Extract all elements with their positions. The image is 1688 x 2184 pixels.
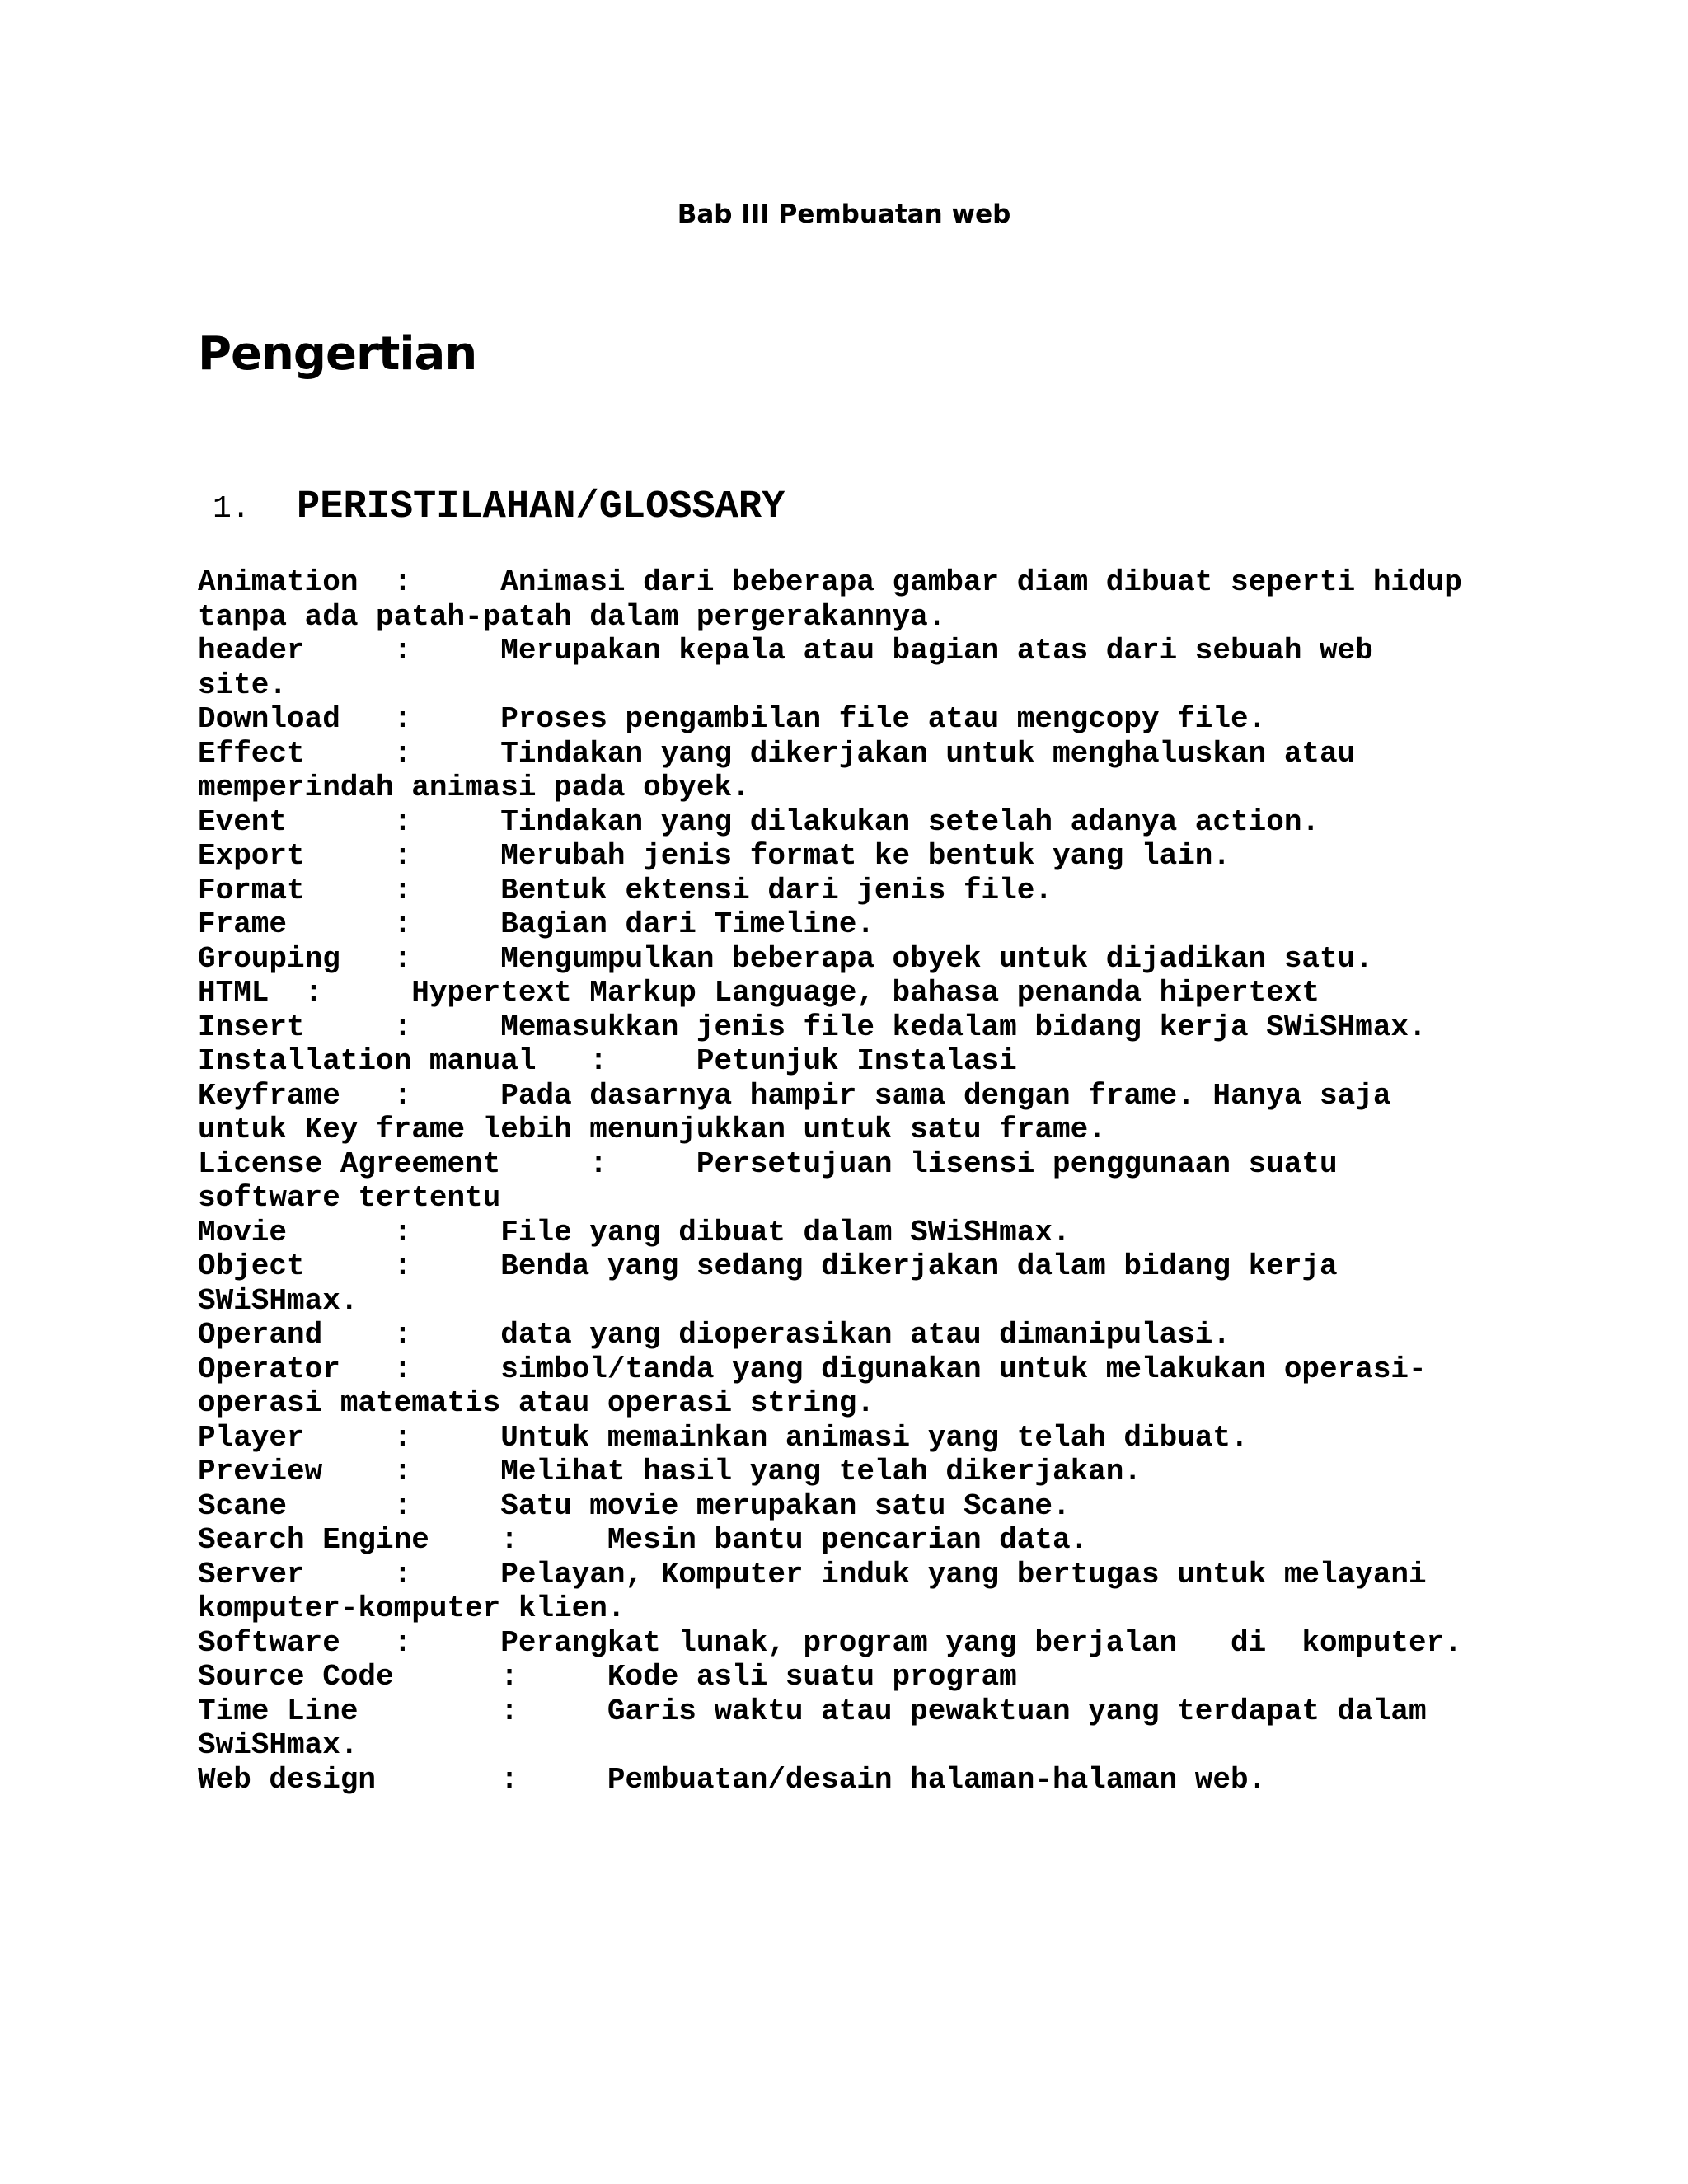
glossary-line: operasi matematis atau operasi string. xyxy=(198,1386,874,1420)
glossary-line: site. xyxy=(198,668,288,702)
glossary-line: Movie : File yang dibuat dalam SWiSHmax. xyxy=(198,1215,1071,1249)
glossary-line: License Agreement : Persetujuan lisensi penggunaan suatu xyxy=(198,1146,1338,1181)
glossary-line: Operator : simbol/tanda yang digunakan untuk melakukan operasi- xyxy=(198,1352,1427,1386)
heading-text: PERISTILAHAN/GLOSSARY xyxy=(297,485,785,529)
glossary-line: HTML : Hypertext Markup Language, bahasa penanda hipertext xyxy=(198,976,1320,1010)
glossary-line: Preview : Melihat hasil yang telah dikerjakan. xyxy=(198,1455,1142,1488)
glossary-line: SWiSHmax. xyxy=(198,1283,359,1318)
glossary-line: Web design : Pembuatan/desain halaman-halaman web. xyxy=(198,1762,1267,1797)
glossary-line: Frame : Bagian dari Timeline. xyxy=(198,907,874,941)
glossary-list xyxy=(198,565,1517,1797)
glossary-line: Effect : Tindakan yang dikerjakan untuk menghaluskan atau xyxy=(198,736,1356,771)
glossary-line: Insert : Memasukkan jenis file kedalam bidang kerja SWiSHmax. xyxy=(198,1010,1427,1044)
glossary-line: komputer-komputer klien. xyxy=(198,1591,626,1625)
glossary-line: SwiSHmax. xyxy=(198,1728,359,1762)
glossary-line: Search Engine : Mesin bantu pencarian data. xyxy=(198,1523,1089,1557)
glossary-line: Keyframe : Pada dasarnya hampir sama dengan frame. Hanya saja xyxy=(198,1078,1391,1113)
section-title: Pengertian xyxy=(198,327,477,381)
glossary-line: header : Merupakan kepala atau bagian atas dari sebuah web xyxy=(198,634,1373,668)
glossary-line: software tertentu xyxy=(198,1181,501,1215)
glossary-line: Player : Untuk memainkan animasi yang telah dibuat. xyxy=(198,1420,1249,1455)
glossary-line: Software : Perangkat lunak, program yang berjalan di komputer. xyxy=(198,1625,1462,1660)
glossary-line: memperindah animasi pada obyek. xyxy=(198,771,750,804)
glossary-line: tanpa ada patah-patah dalam pergerakannya. xyxy=(198,599,946,634)
glossary-line: Operand : data yang dioperasikan atau dimanipulasi. xyxy=(198,1318,1231,1352)
glossary-line: Source Code : Kode asli suatu program xyxy=(198,1660,1017,1694)
glossary-line: Scane : Satu movie merupakan satu Scane. xyxy=(198,1488,1071,1523)
page-header-title: Bab III Pembuatan web xyxy=(677,199,1011,229)
glossary-line: Object : Benda yang sedang dikerjakan dalam bidang kerja xyxy=(198,1249,1338,1283)
glossary-line: Time Line : Garis waktu atau pewaktuan yang terdapat dalam xyxy=(198,1694,1427,1728)
glossary-line: Event : Tindakan yang dilakukan setelah adanya action. xyxy=(198,804,1320,839)
glossary-line: untuk Key frame lebih menunjukkan untuk satu frame. xyxy=(198,1113,1106,1146)
glossary-line: Grouping : Mengumpulkan beberapa obyek untuk dijadikan satu. xyxy=(198,941,1373,976)
glossary-heading xyxy=(213,485,785,532)
glossary-line: Installation manual : Petunjuk Instalasi xyxy=(198,1044,1017,1078)
heading-number: 1. xyxy=(213,491,251,527)
glossary-line: Format : Bentuk ektensi dari jenis file. xyxy=(198,873,1053,907)
glossary-line: Animation : Animasi dari beberapa gambar diam dibuat seperti hidup xyxy=(198,565,1462,599)
glossary-line: Export : Merubah jenis format ke bentuk yang lain. xyxy=(198,839,1231,873)
glossary-line: Server : Pelayan, Komputer induk yang bertugas untuk melayani xyxy=(198,1557,1427,1591)
glossary-line: Download : Proses pengambilan file atau mengcopy file. xyxy=(198,702,1267,736)
